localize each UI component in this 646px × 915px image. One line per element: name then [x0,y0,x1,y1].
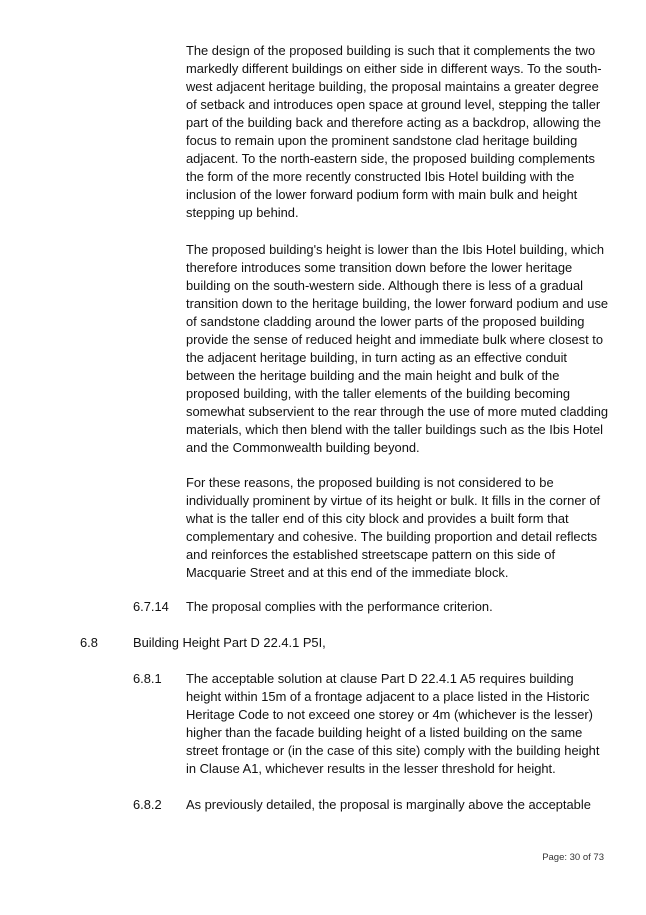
paragraph-height-transition: The proposed building's height is lower than the Ibis Hotel building, which therefore introduces some transition down before the lower heritage building on the south-western side. Although there is less of a gradual transition down to the heritage building, the lower forward podium and use of sandstone cladding around the lower parts of the proposed building provide the sense of reduced height and immediate bulk where closest to the adjacent heritage building, in turn acting as an effective conduit between the heritage building and the main height and bulk of the proposed building, with the taller elements of the building becoming somewhat subservient to the rear through the use of more muted cladding materials, which then blend with the taller buildings such as the Ibis Hotel and the Commonwealth building beyond. [186,242,609,455]
clause-6-7-14-number: 6.7.14 [133,599,169,614]
page-number: Page: 30 of 73 [542,852,604,863]
paragraph-prominence: For these reasons, the proposed building is not considered to be individually prominent by virtue of its height or bulk. It fills in the corner of what is the taller end of this city block and provides a built form that complementary and cohesive. The building proportion and detail reflects and reinforces the established streetscape pattern on this side of Macquarie Street and at this end of the immediate block. [186,475,601,580]
clause-6-8-2-text: As previously detailed, the proposal is marginally above the acceptable [186,797,591,812]
clause-6-7-14-text: The proposal complies with the performance criterion. [186,599,493,614]
clause-6-8-2-number: 6.8.2 [133,797,162,812]
section-6-8-number: 6.8 [80,635,98,650]
paragraph-design-complement: The design of the proposed building is such that it complements the two markedly different buildings on either side in different ways. To the south- west adjacent heritage building, the proposal maintains a greater degree of setback and introduces open space at ground level, stepping the taller part of the building back and therefore acting as a backdrop, allowing the focus to remain upon the prominent sandstone clad heritage building adjacent. To the north-eastern side, the proposed building complements the form of the more recently constructed Ibis Hotel building with the inclusion of the lower forward podium form with main bulk and height stepping up behind. [186,43,602,220]
clause-6-8-1-number: 6.8.1 [133,671,162,686]
section-6-8-heading: Building Height Part D 22.4.1 P5I, [133,635,326,650]
clause-6-8-1-text: The acceptable solution at clause Part D 22.4.1 A5 requires building height within 15m of a frontage adjacent to a place listed in the Historic Heritage Code to not exceed one storey or 4m (whichever is the lesser) higher than the facade building height of a listed building on the same street frontage or (in the case of this site) comply with the building height in Clause A1, whichever results in the lesser threshold for height. [186,671,600,776]
